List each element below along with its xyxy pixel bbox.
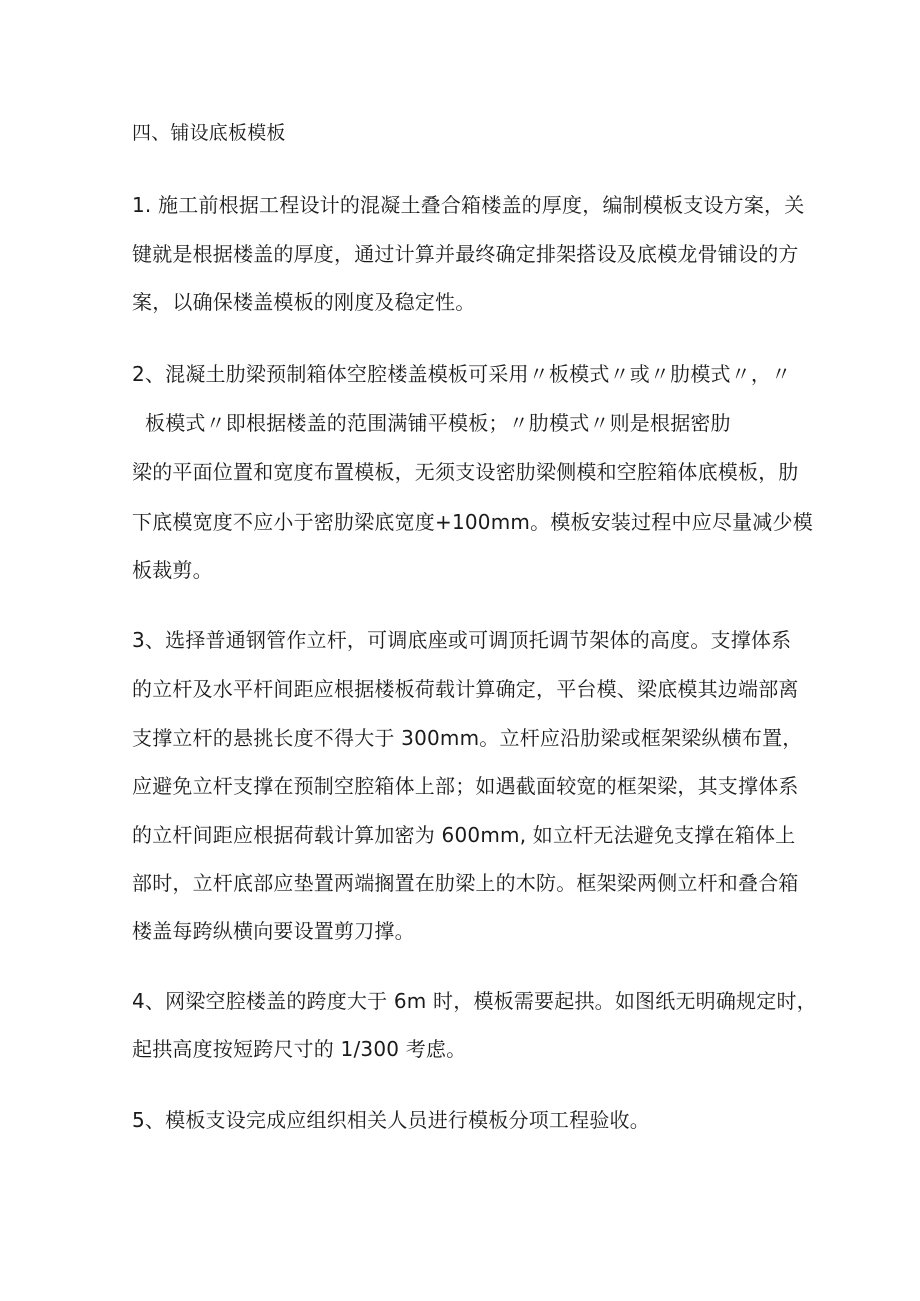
- section-heading: 四、铺设底板模板: [132, 122, 286, 144]
- paragraph-line: 应避免立杆支撑在预制空腔箱体上部；如遇截面较宽的框架梁，其支撑体系: [132, 774, 799, 798]
- paragraph-line: 键就是根据楼盖的厚度，通过计算并最终确定排架搭设及底模龙骨铺设的方: [132, 242, 799, 266]
- paragraph-line: 的立杆及水平杆间距应根据楼板荷载计算确定，平台模、梁底模其边端部离: [132, 677, 799, 701]
- paragraph-line: 4、网梁空腔楼盖的跨度大于 6m 时，模板需要起拱。如图纸无明确规定时，: [132, 989, 817, 1013]
- paragraph-line: 梁的平面位置和宽度布置模板，无须支设密肋梁侧模和空腔箱体底模板，肋: [132, 460, 799, 484]
- paragraph-line: 2、混凝土肋梁预制箱体空腔楼盖模板可采用〃板模式〃或〃肋模式〃，〃: [132, 362, 792, 386]
- paragraph-line: 起拱高度按短跨尺寸的 1/300 考虑。: [132, 1037, 467, 1061]
- paragraph-line: 楼盖每跨纵横向要设置剪刀撑。: [132, 919, 415, 943]
- paragraph-line: 案，以确保楼盖模板的刚度及稳定性。: [132, 290, 476, 314]
- paragraph-line: 部时，立杆底部应垫置两端搁置在肋梁上的木防。框架梁两侧立杆和叠合箱: [132, 871, 799, 895]
- paragraph-line: 下底模宽度不应小于密肋梁底宽度+100mm。模板安装过程中应尽量减少模: [132, 510, 813, 534]
- paragraph-line: 3、选择普通钢管作立杆，可调底座或可调顶托调节架体的高度。支撑体系: [132, 628, 792, 652]
- paragraph-line: 5、模板支设完成应组织相关人员进行模板分项工程验收。: [132, 1108, 650, 1132]
- paragraph-line: 板裁剪。: [132, 558, 213, 582]
- paragraph-line: 的立杆间距应根据荷载计算加密为 600mm, 如立杆无法避免支撑在箱体上: [132, 823, 796, 847]
- paragraph-line: 1. 施工前根据工程设计的混凝土叠合箱楼盖的厚度，编制模板支设方案，关: [132, 193, 805, 217]
- paragraph-line: 支撑立杆的悬挑长度不得大于 300mm。立杆应沿肋梁或框架梁纵横布置，: [132, 726, 803, 750]
- paragraph-line: 板模式〃即根据楼盖的范围满铺平模板；〃肋模式〃则是根据密肋: [145, 411, 731, 435]
